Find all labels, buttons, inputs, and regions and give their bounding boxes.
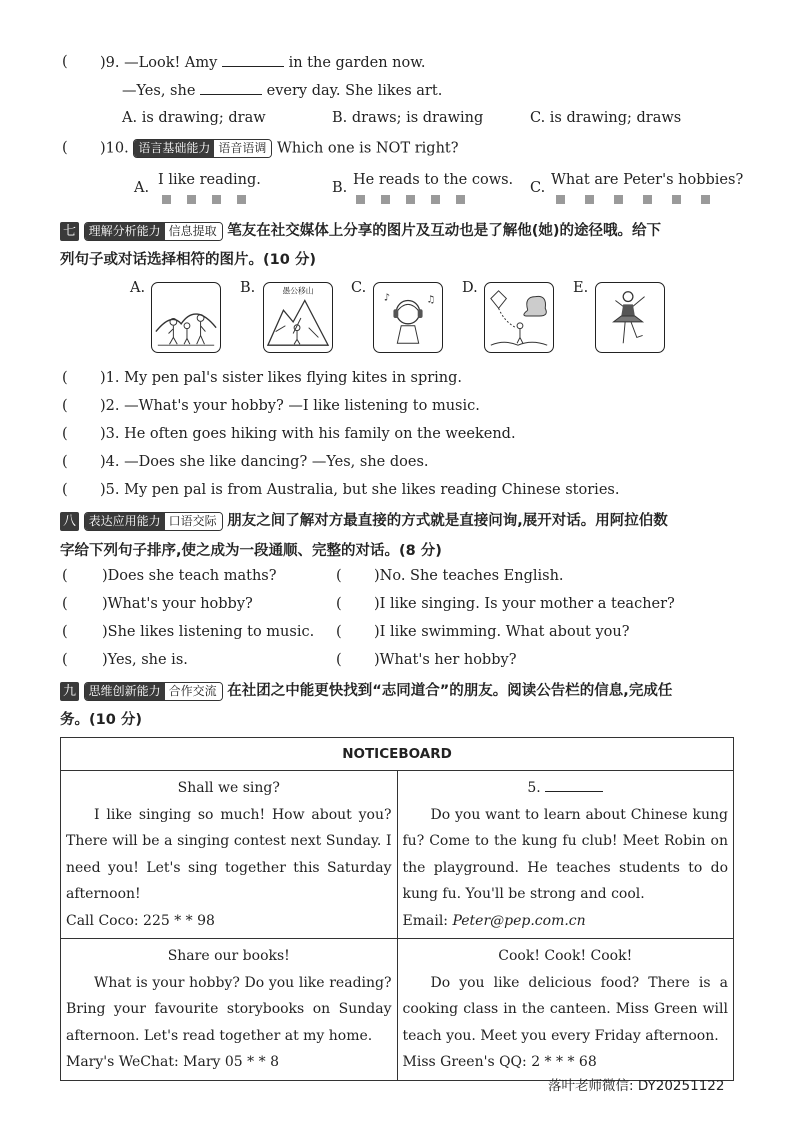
section7-heading (60, 219, 661, 241)
q9-option-b: B. draws; is drawing (332, 110, 484, 126)
picture-b-letter: B. (240, 280, 256, 296)
s8-right-1-paren[interactable]: ( (336, 568, 342, 584)
noticeboard-title: NOTICEBOARD (61, 738, 734, 771)
notice-cook-body: Do you like delicious food? There is a cooking class in the canteen. Miss Green will teach you. Meet you every Friday afternoon. (402, 974, 728, 1044)
svg-text:♪: ♪ (383, 292, 390, 304)
q10-option-c-text: What are Peter's hobbies? (551, 172, 744, 188)
notice-cook-contact: Miss Green's QQ: 2 * * * 68 (402, 1054, 597, 1070)
q10-tag-dark: 语言基础能力 (134, 140, 214, 157)
s7-item-5: )5. My pen pal is from Australia, but she likes reading Chinese stories. (100, 482, 620, 498)
picture-d-kite[interactable] (484, 282, 554, 353)
s8-right-3-paren[interactable]: ( (336, 624, 342, 640)
q10-number: )10. (100, 140, 129, 157)
section9-skill-tag (84, 682, 223, 701)
notice-kungfu-body: Do you want to learn about Chinese kung fu? Come to the kung fu club! Meet Robin on the playground. He teaches students to do kung fu. You'll be strong and cool. (402, 806, 728, 902)
s8-left-1-paren[interactable]: ( (62, 568, 68, 584)
notice-kungfu-contact-label: Email: (402, 912, 453, 929)
section8-heading (60, 509, 668, 531)
q10-question: Which one is NOT right? (276, 140, 459, 157)
s8-right-4: )What's her hobby? (374, 652, 517, 668)
notice-books (61, 939, 398, 1081)
s8-left-4: )Yes, she is. (102, 652, 188, 668)
notice-kungfu-title-row (403, 775, 729, 802)
q10-paren[interactable]: ( (62, 140, 68, 156)
q9-option-c: C. is drawing; draws (530, 110, 682, 126)
s8-left-3: )She likes listening to music. (102, 624, 315, 640)
q10-option-a-text: I like reading. (158, 172, 261, 188)
notice-sing-body: I like singing so much! How about you? There will be a singing contest next Sunday. I need you! Let's sing together this Saturday afternoon! (66, 806, 392, 902)
q10-option-c-stress-marks (556, 195, 710, 204)
q9-text-d: every day. She likes art. (266, 83, 443, 99)
picture-a-hiking[interactable] (151, 282, 221, 353)
s8-left-2: )What's your hobby? (102, 596, 253, 612)
q10-option-a-letter: A. (134, 180, 150, 196)
section8-intro-2: 字给下列句子排序,使之成为一段通顺、完整的对话。(8 分) (60, 543, 442, 559)
notice-cook-title: Cook! Cook! Cook! (498, 948, 633, 964)
notice-books-body: What is your hobby? Do you like reading? Bring your favourite storybooks on Sunday afternoon. Let's read together at my home. (66, 974, 392, 1044)
q10-option-b-stress-marks (356, 195, 465, 204)
q10-line (100, 139, 459, 158)
section7-number: 七 (60, 222, 79, 241)
footer-wechat: 落叶老师微信: DY20251122 (548, 1078, 725, 1094)
s8-right-3: )I like swimming. What about you? (374, 624, 630, 640)
section9-tag-light: 合作交流 (165, 683, 222, 700)
s8-right-1: )No. She teaches English. (374, 568, 564, 584)
s8-right-2: )I like singing. Is your mother a teacher? (374, 596, 675, 612)
s7-item-3: )3. He often goes hiking with his family on the weekend. (100, 426, 516, 442)
section8-tag-dark: 表达应用能力 (85, 513, 165, 530)
s8-left-2-paren[interactable]: ( (62, 596, 68, 612)
q10-option-b-letter: B. (332, 180, 348, 196)
q10-option-b-text: He reads to the cows. (353, 172, 514, 188)
s7-item-1: )1. My pen pal's sister likes flying kites in spring. (100, 370, 463, 386)
q10-skill-tag (133, 139, 272, 158)
s7-item-3-paren[interactable]: ( (62, 426, 68, 442)
picture-d-letter: D. (462, 280, 478, 296)
section9-intro-2: 务。(10 分) (60, 712, 142, 728)
notice-sing-contact: Call Coco: 225 * * 98 (66, 912, 215, 929)
picture-e-dancing[interactable] (595, 282, 665, 353)
section9-intro-1: 在社团之中能更快找到“志同道合”的朋友。阅读公告栏的信息,完成任 (227, 683, 673, 699)
section7-tag-light: 信息提取 (165, 223, 222, 240)
notice-books-contact: Mary's WeChat: Mary 05 * * 8 (66, 1054, 279, 1070)
notice-kungfu-email: Peter@pep.com.cn (452, 912, 586, 929)
s7-item-1-paren[interactable]: ( (62, 370, 68, 386)
picture-c-music[interactable] (373, 282, 443, 353)
section8-skill-tag (84, 512, 223, 531)
s7-item-4: )4. —Does she like dancing? —Yes, she does. (100, 454, 429, 470)
q9-text-b: in the garden now. (288, 55, 426, 71)
q9-blank-1[interactable] (222, 54, 284, 67)
picture-b-story[interactable] (263, 282, 333, 353)
s8-left-3-paren[interactable]: ( (62, 624, 68, 640)
s7-item-4-paren[interactable]: ( (62, 454, 68, 470)
q9-blank-2[interactable] (200, 82, 262, 95)
section8-intro-1: 朋友之间了解对方最直接的方式就是直接问询,展开对话。用阿拉伯数 (227, 513, 668, 529)
picture-a-letter: A. (130, 280, 146, 296)
notice-sing (61, 771, 398, 939)
notice-kungfu (397, 771, 734, 939)
q9-line1 (100, 54, 426, 71)
section7-intro-2: 列句子或对话选择相符的图片。(10 分) (60, 252, 316, 268)
section8-tag-light: 口语交际 (165, 513, 222, 530)
q9-option-a: A. is drawing; draw (122, 110, 266, 126)
notice-kungfu-title: 5. (527, 780, 541, 796)
q9-paren[interactable]: ( (62, 54, 68, 70)
section9-tag-dark: 思维创新能力 (85, 683, 165, 700)
s8-left-1: )Does she teach maths? (102, 568, 277, 584)
q9-line2 (122, 82, 442, 99)
section7-skill-tag (84, 222, 223, 241)
picture-c-letter: C. (351, 280, 367, 296)
q10-tag-light: 语音语调 (214, 140, 271, 157)
q9-text-a: —Look! Amy (124, 55, 218, 71)
picture-b-caption: 愚公移山 (282, 286, 314, 296)
noticeboard-table (60, 737, 734, 1081)
s7-item-2: )2. —What's your hobby? —I like listening to music. (100, 398, 480, 414)
q10-option-a-stress-marks (162, 195, 246, 204)
svg-text:♫: ♫ (426, 294, 436, 306)
notice-cook (397, 939, 734, 1081)
s8-right-2-paren[interactable]: ( (336, 596, 342, 612)
section7-tag-dark: 理解分析能力 (85, 223, 165, 240)
notice-kungfu-title-blank[interactable] (545, 779, 603, 792)
q9-text-c: —Yes, she (122, 83, 196, 99)
picture-e-letter: E. (573, 280, 589, 296)
s8-right-4-paren[interactable]: ( (336, 652, 342, 668)
q10-option-c-letter: C. (530, 180, 546, 196)
s7-item-5-paren[interactable]: ( (62, 482, 68, 498)
notice-kungfu-contact-row (403, 908, 729, 935)
section8-number: 八 (60, 512, 79, 531)
q9-number: )9. (100, 55, 120, 71)
notice-sing-title: Shall we sing? (177, 780, 280, 796)
notice-books-title: Share our books! (167, 948, 290, 964)
section7-intro-1: 笔友在社交媒体上分享的图片及互动也是了解他(她)的途径哦。给下 (227, 223, 662, 239)
s7-item-2-paren[interactable]: ( (62, 398, 68, 414)
s8-left-4-paren[interactable]: ( (62, 652, 68, 668)
section9-number: 九 (60, 682, 79, 701)
section9-heading (60, 679, 672, 701)
